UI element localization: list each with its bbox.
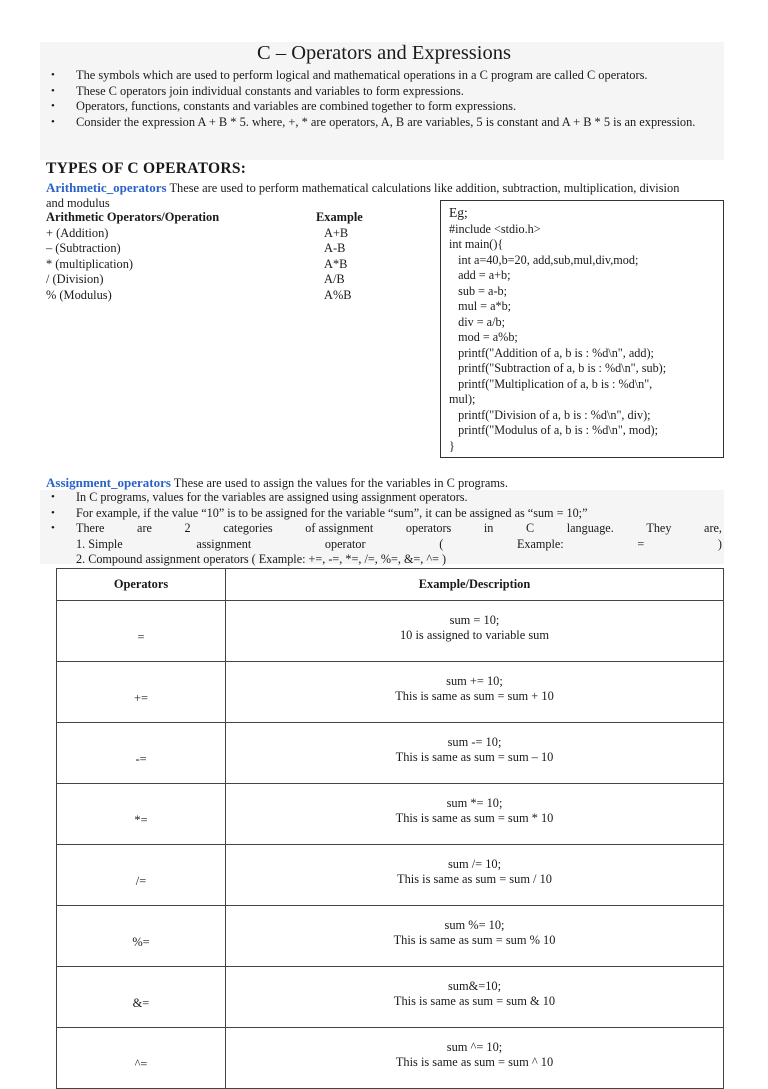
arithmetic-operators-link[interactable]: Arithmetic_operators	[46, 180, 167, 195]
header-example: Example	[316, 210, 363, 224]
operation-cell: + (Addition)	[46, 225, 109, 240]
assignment-bullet-list	[48, 490, 722, 568]
table-row	[57, 906, 724, 967]
word: (	[439, 536, 444, 551]
example-description: This is same as sum = sum & 10	[393, 994, 556, 1008]
operator-cell: +=	[57, 662, 226, 723]
example-code: sum %= 10;	[444, 917, 505, 932]
code-line: int main(){	[449, 237, 504, 251]
types-heading: TYPES OF C OPERATORS:	[46, 160, 247, 177]
example-cell: A-B	[324, 241, 346, 255]
word: language.	[566, 521, 614, 535]
list-item: • These C operators join individual constants and variables to form expressions.	[48, 84, 722, 100]
code-line: #include <stdio.h>	[449, 221, 541, 236]
example-description: This is same as sum = sum ^ 10	[395, 1055, 554, 1069]
example-cell	[226, 906, 724, 967]
example-code: sum ^= 10;	[446, 1039, 503, 1054]
code-line: }	[449, 438, 455, 453]
header-example-description: Example/Description	[226, 569, 724, 601]
assignment-operators-link[interactable]: Assignment_operators	[46, 475, 171, 490]
code-line: sub = a-b;	[449, 283, 507, 298]
code-line: add = a+b;	[449, 268, 511, 282]
arithmetic-intro-text: These are used to perform mathematical calculations like addition, subtraction, multiplication, division and modulus	[46, 181, 680, 210]
example-description: 10 is assigned to variable sum	[399, 628, 549, 642]
table-row	[57, 845, 724, 906]
table-row	[57, 784, 724, 845]
example-cell	[226, 723, 724, 784]
code-heading: Eg;	[449, 205, 468, 220]
word: of assignment	[305, 521, 374, 535]
operation-cell: / (Division)	[46, 272, 104, 286]
operator-cell: =	[57, 601, 226, 662]
word: Example:	[516, 536, 564, 551]
word: =	[637, 536, 645, 551]
example-code: sum&=10;	[447, 978, 502, 993]
word: in	[483, 521, 494, 535]
code-line: int a=40,b=20, add,sub,mul,div,mod;	[449, 252, 639, 267]
list-item: • For example, if the value “10” is to be assigned for the variable “sum”, it can be assigned as “sum = 10;”	[48, 506, 722, 522]
example-cell: A*B	[324, 256, 348, 271]
table-row	[57, 662, 724, 723]
example-cell	[226, 845, 724, 906]
operator-cell: ^=	[57, 1028, 226, 1089]
word: They	[646, 521, 672, 535]
table-row	[57, 967, 724, 1028]
table-header-row	[57, 569, 724, 601]
code-line: printf("Modulus of a, b is : %d\n", mod);	[449, 423, 658, 437]
operation-cell: – (Subtraction)	[46, 241, 121, 255]
code-line: mul = a*b;	[449, 299, 512, 313]
example-cell	[226, 1028, 724, 1089]
word: • There	[76, 521, 105, 535]
word: operators	[405, 521, 452, 535]
code-line: div = a/b;	[449, 314, 505, 329]
code-line: printf("Multiplication of a, b is : %d\n",	[449, 376, 653, 391]
example-code: sum *= 10;	[446, 795, 503, 810]
header-operators: Operators	[57, 569, 226, 601]
list-item: • Operators, functions, constants and variables are combined together to form expressions.	[48, 99, 722, 115]
word: C	[525, 521, 535, 535]
intro-bullet-list	[48, 68, 722, 130]
word: assignment	[196, 536, 252, 551]
example-code: sum += 10;	[446, 673, 503, 688]
header-operation: Arithmetic Operators/Operation	[46, 210, 220, 224]
example-code: sum = 10;	[449, 612, 500, 627]
list-item: • Consider the expression A + B * 5. where, +, * are operators, A, B are variables, 5 is constant and A + B * 5 is an expression.	[48, 115, 722, 131]
example-description: This is same as sum = sum + 10	[395, 689, 554, 703]
operator-cell: -=	[57, 723, 226, 784]
example-description: This is same as sum = sum – 10	[395, 750, 554, 764]
code-line: printf("Addition of a, b is : %d\n", add);	[449, 345, 654, 360]
example-description: This is same as sum = sum * 10	[395, 811, 554, 825]
example-code: sum /= 10;	[447, 856, 502, 871]
word: 2	[184, 521, 191, 535]
simple-assignment-line	[76, 537, 722, 553]
code-line: mul);	[449, 392, 476, 406]
example-cell	[226, 967, 724, 1028]
example-cell	[226, 784, 724, 845]
word: are,	[704, 521, 722, 535]
list-item: • In C programs, values for the variables are assigned using assignment operators.	[48, 490, 722, 506]
code-example-box	[440, 200, 724, 458]
example-cell: A/B	[324, 272, 345, 286]
code-line: printf("Subtraction of a, b is : %d\n", sub);	[449, 361, 667, 375]
word: )	[717, 536, 722, 551]
example-description: This is same as sum = sum / 10	[397, 872, 552, 886]
assignment-intro	[46, 475, 726, 491]
operation-cell: * (multiplication)	[46, 256, 134, 271]
assignment-operators-table	[56, 568, 724, 1089]
word: categories	[223, 521, 273, 535]
example-cell	[226, 601, 724, 662]
list-item	[48, 521, 722, 568]
word: operator	[324, 536, 366, 551]
code-line: printf("Division of a, b is : %d\n", div);	[449, 407, 651, 422]
list-item: • The symbols which are used to perform logical and mathematical operations in a C program are called C operators.	[48, 68, 722, 84]
table-row	[57, 601, 724, 662]
example-cell: A%B	[324, 287, 352, 302]
code-line: mod = a%b;	[449, 330, 518, 344]
example-cell: A+B	[324, 225, 349, 240]
operation-cell: % (Modulus)	[46, 287, 112, 302]
example-description: This is same as sum = sum % 10	[393, 933, 556, 947]
assignment-intro-text: These are used to assign the values for the variables in C programs.	[170, 476, 508, 490]
operator-cell: &=	[57, 967, 226, 1028]
word: 1. Simple	[76, 536, 123, 551]
categories-line	[76, 521, 722, 537]
example-code: sum -= 10;	[447, 734, 502, 749]
operator-cell: *=	[57, 784, 226, 845]
page-title: C – Operators and Expressions	[257, 42, 511, 64]
table-row	[57, 1028, 724, 1089]
operator-cell: /=	[57, 845, 226, 906]
table-row	[57, 723, 724, 784]
example-cell	[226, 662, 724, 723]
word: are	[137, 521, 152, 535]
operator-cell: %=	[57, 906, 226, 967]
compound-assignment-line: 2. Compound assignment operators ( Example: +=, -=, *=, /=, %=, &=, ^= )	[76, 552, 447, 566]
